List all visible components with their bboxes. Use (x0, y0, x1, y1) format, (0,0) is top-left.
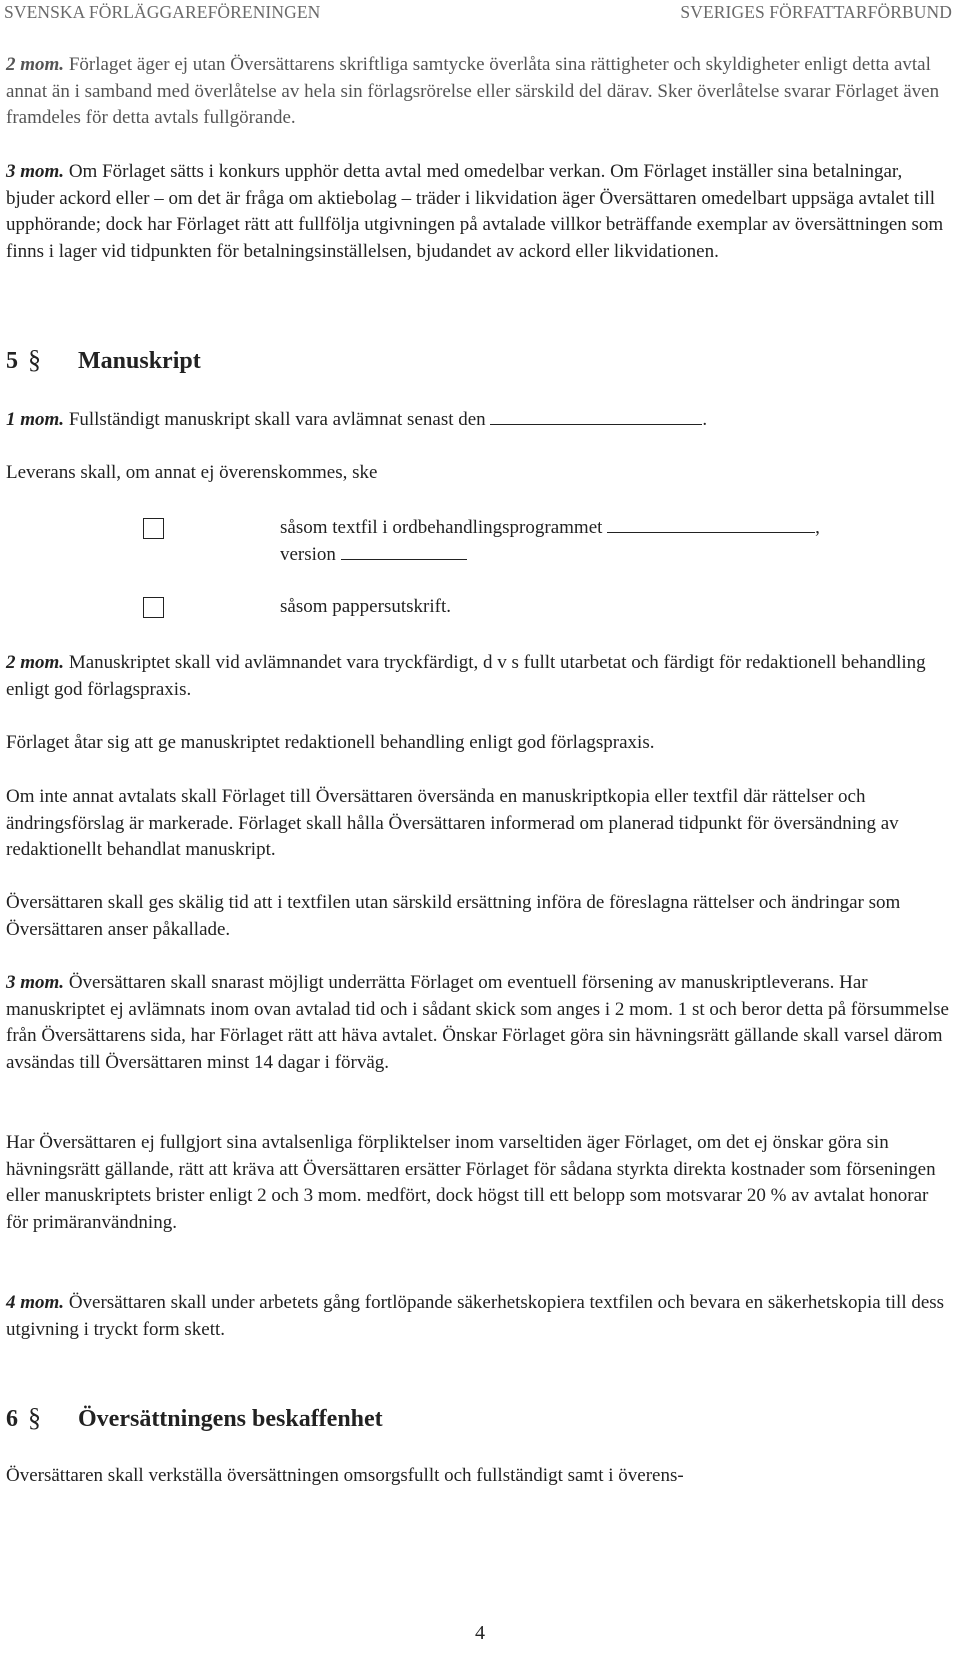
section-number: 5 (6, 348, 18, 374)
option-version (280, 541, 467, 569)
section-5-heading (6, 345, 201, 375)
program-blank-line[interactable] (607, 514, 815, 533)
date-blank-line[interactable] (490, 406, 702, 425)
paragraph-text: Förlaget äger ej utan Översättarens skriftliga samtycke överlåta sina rättigheter och skyldigheter enligt detta avtal annat än i samband med överlåtelse av hela sin förlagsrörelse eller särskild del därav. Sker överlåtelse svarar Förlaget även framdeles för detta avtals fullgörande. (6, 54, 940, 128)
mom-label: 2 mom. (6, 54, 65, 75)
paragraph-text: Manuskriptet skall vid avlämnandet vara tryckfärdigt, d v s fullt utarbetat och färdigt för redaktionell behandling enligt god förlagspraxis. (6, 652, 926, 700)
option-textfile (280, 514, 820, 542)
mom-label: 4 mom. (6, 1292, 65, 1313)
section-title: Översättningens beskaffenhet (78, 1406, 383, 1432)
paper-checkbox[interactable] (143, 597, 164, 618)
paragraph-5-4 (6, 1290, 950, 1343)
sentence-end: . (702, 409, 708, 430)
section-6-heading (6, 1403, 383, 1433)
option-paper-label: såsom pappersutskrift. (280, 596, 451, 617)
paragraph-text: Översättaren skall under arbetets gång fortlöpande säkerhetskopiera textfilen och bevara en säkerhetskopia till dess utgivning i tryckt form skett. (6, 1292, 945, 1340)
paragraph-4-2 (6, 52, 950, 132)
paragraph-5-3b: Har Översättaren ej fullgjort sina avtalsenliga förpliktelser inom varseltiden äger Förlaget, om det ej önskar göra sin hävningsrätt gällande, rätt att kräva att Översättaren ersätter Förlaget för sådana styrkta direkta kostnader som förseningen eller manuskriptets brister enligt 2 och 3 mom. medfört, dock högst till ett belopp som motsvarar 20 % av avtalat honorar för primäranvändning. (6, 1132, 936, 1233)
section-symbol: § (28, 345, 41, 374)
paragraph-text: Översättaren skall snarast möjligt underrätta Förlaget om eventuell försening av manuskriptleverans. Har manuskriptet ej avlämnats inom ovan avtalad tid och i sådant skick som anges i 2 mom. 1 st och beror detta på försummelse från Översättarens sida, har Förlaget rätt att häva avtalet. Önskar Förlaget göra sin hävningsrätt gällande skall varsel därom avsändas till Översättaren minst 14 dagar i förväg. (6, 972, 949, 1073)
option-comma: , (815, 517, 820, 538)
section-number: 6 (6, 1406, 18, 1432)
mom-label: 2 mom. (6, 652, 65, 673)
paragraph-6-1: Översättaren skall verkställa översättningen omsorgsfullt och fullständigt samt i överens- (6, 1465, 684, 1486)
section-title: Manuskript (78, 348, 201, 374)
paragraph-5-2d: Översättaren skall ges skälig tid att i textfilen utan särskild ersättning införa de föreslagna rättelser och ändringar som Översättaren anser påkallade. (6, 892, 901, 940)
paragraph-5-2 (6, 650, 950, 703)
header-left: SVENSKA FÖRLÄGGAREFÖRENINGEN (4, 2, 321, 22)
mom-label: 1 mom. (6, 409, 65, 430)
paragraph-5-1 (6, 406, 950, 434)
delivery-intro: Leverans skall, om annat ej överenskommes, ske (6, 462, 378, 483)
page-header (4, 2, 952, 26)
paragraph-4-3 (6, 159, 950, 265)
textfile-checkbox[interactable] (143, 518, 164, 539)
paragraph-5-2c: Om inte annat avtalats skall Förlaget till Översättaren översända en manuskriptkopia eller textfil där rättelser och ändringsförslag är markerade. Förlaget skall hålla Översättaren informerad om planerad tidpunkt för översändning av redaktionellt behandlat manuskript. (6, 786, 899, 860)
paragraph-5-2b: Förlaget åtar sig att ge manuskriptet redaktionell behandling enligt god förlagspraxis. (6, 732, 655, 753)
version-label: version (280, 544, 336, 565)
option-textfile-label: såsom textfil i ordbehandlingsprogrammet (280, 517, 603, 538)
paragraph-text: Fullständigt manuskript skall vara avlämnat senast den (64, 409, 486, 430)
section-symbol: § (28, 1403, 41, 1432)
mom-label: 3 mom. (6, 161, 65, 182)
mom-label: 3 mom. (6, 972, 65, 993)
paragraph-5-3 (6, 970, 950, 1076)
version-blank-line[interactable] (341, 541, 467, 560)
header-right: SVERIGES FÖRFATTARFÖRBUND (680, 2, 952, 22)
paragraph-text: Om Förlaget sätts i konkurs upphör detta avtal med omedelbar verkan. Om Förlaget inställer sina betalningar, bjuder ackord eller – om det är fråga om aktiebolag – träder i likvidation äger Översättaren omedelbart uppsäga avtalet till upphörande; dock har Förlaget rätt att fullfölja utgivningen på avtalade villkor beträffande exemplar av översättningen som finns i lager vid tidpunkten för betalningsinställelsen, bjudandet av ackord eller likvidationen. (6, 161, 944, 262)
page-number: 4 (475, 1622, 485, 1644)
